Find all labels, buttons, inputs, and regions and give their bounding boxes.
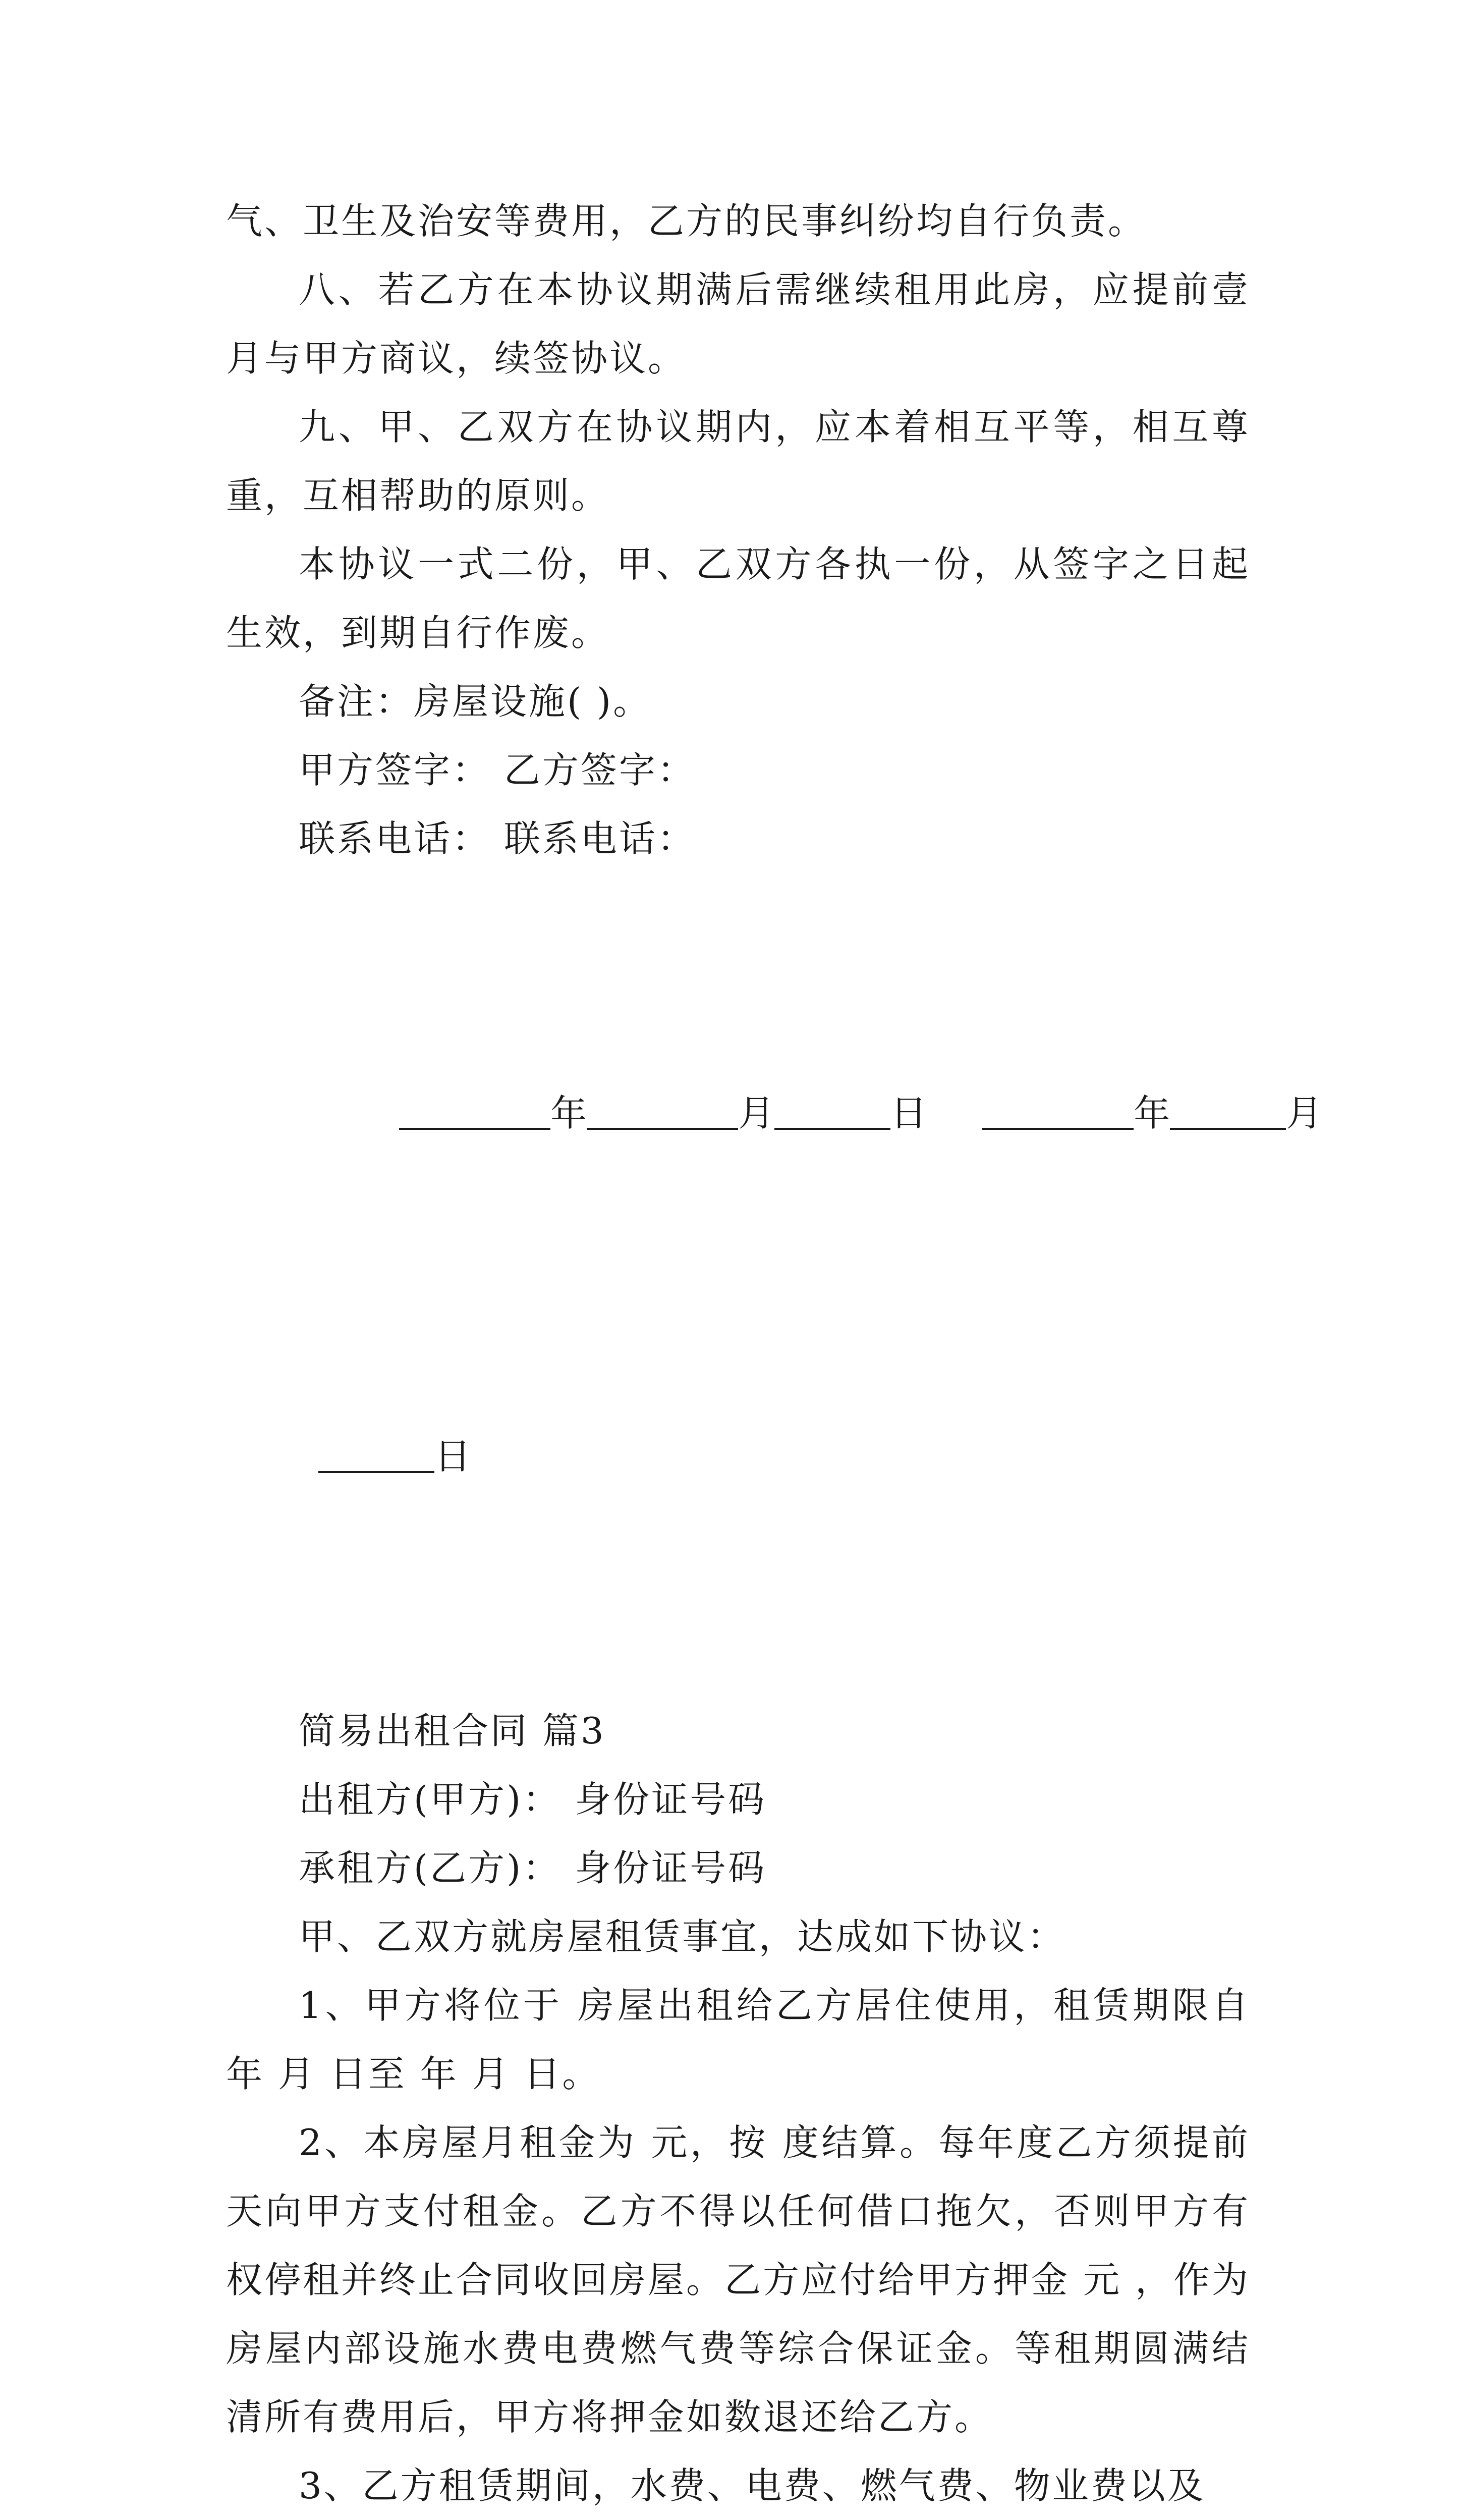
paragraph-lessee: 承租方(乙方)： 身份证号码: [299, 1847, 767, 1889]
paragraph-clause-1: 1、甲方将位于 房屋出租给乙方居住使用，租赁期限自 年 月 日至 年 月 日。: [226, 1984, 1250, 2095]
day-blank-a: [774, 1079, 890, 1130]
year-label-b: 年: [1134, 1092, 1170, 1134]
year-blank-b: [982, 1079, 1134, 1130]
document-body: [226, 187, 1323, 2520]
month-blank-a: [587, 1079, 738, 1130]
paragraph-remarks: 备注：房屋设施( )。: [299, 680, 652, 723]
month-label-a: 月: [738, 1092, 775, 1134]
day-label-a: 日: [890, 1092, 927, 1134]
day-blank-b: [318, 1422, 434, 1473]
signature-date-line: [226, 873, 1323, 1696]
day-label-b: 日: [434, 1435, 471, 1477]
paragraph-agreement-intro: 甲、乙双方就房屋租赁事宜，达成如下协议：: [299, 1915, 1066, 1958]
year-label-a: 年: [550, 1092, 587, 1134]
year-blank-a: [399, 1079, 550, 1130]
paragraph-clause-9: 九、甲、乙双方在协议期内，应本着相互平等，相互尊重，互相帮助的原则。: [226, 406, 1250, 517]
paragraph-lessor: 出租方(甲方)： 身份证号码: [299, 1778, 767, 1821]
month-label-b: 月: [1286, 1092, 1323, 1134]
month-blank-b: [1170, 1079, 1286, 1130]
paragraph-phones: 联系电话： 联系电话：: [299, 817, 696, 860]
paragraph-clause-2: 2、本房屋月租金为 元，按 度结算。每年度乙方须提前 天向甲方支付租金。乙方不得以任何借口拖欠，否则甲方有权停租并终止合同收回房屋。乙方应付给甲方押金 元 ，作为房屋内部设施水费电费燃气费等综合保证金。等租期圆满结清所有费用后，甲方将押金如数退还给乙方。: [226, 2121, 1250, 2438]
paragraph-continuation: 气、卫生及治安等费用，乙方的民事纠纷均自行负责。: [226, 200, 1147, 242]
paragraph-clause-3: 3、乙方租赁期间，水费、电费、燃气费、物业费以及: [299, 2464, 1206, 2507]
paragraph-copies: 本协议一式二份，甲、乙双方各执一份，从签字之日起生效，到期自行作废。: [226, 543, 1250, 654]
paragraph-clause-8: 八、若乙方在本协议期满后需继续租用此房，应提前壹月与甲方商议，续签协议。: [226, 268, 1250, 379]
section-heading: 简易出租合同 篇3: [299, 1710, 606, 1752]
paragraph-signatures: 甲方签字： 乙方签字：: [299, 749, 696, 791]
